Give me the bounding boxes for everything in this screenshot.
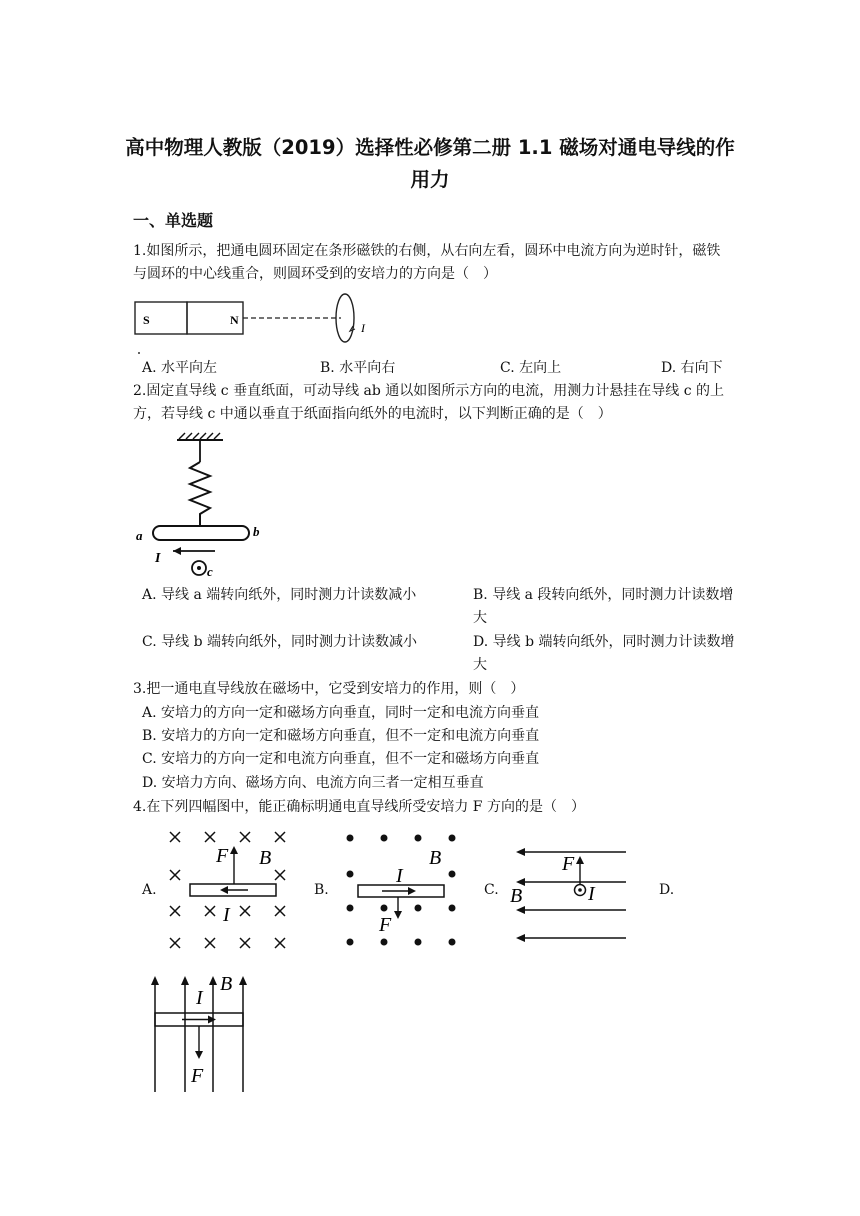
q4c-i-label: I [588, 883, 595, 905]
q2-option-b[interactable]: B. 导线 a 段转向纸外，同时测力计读数增大 [473, 587, 734, 626]
q4-figure-d [140, 970, 260, 1095]
q4c-b-label: B [510, 885, 523, 907]
q4d-b-label: B [220, 973, 233, 995]
q2-option-d[interactable]: D. 导线 b 端转向纸外，同时测力计读数增大 [473, 634, 735, 673]
wire-c-label: c [207, 564, 213, 579]
magnet-n-label: N [230, 313, 239, 327]
q3-option-d[interactable]: D. 安培力方向、磁场方向、电流方向三者一定相互垂直 [142, 775, 484, 791]
q3-option-c[interactable]: C. 安培力的方向一定和电流方向垂直，但不一定和磁场方向垂直 [142, 751, 540, 767]
document-title: 高中物理人教版（2019）选择性必修第二册 1.1 磁场对通电导线的作用力 [125, 136, 735, 191]
q4-figure-a [162, 826, 292, 956]
q1-option-b[interactable]: B. 水平向右 [320, 360, 396, 376]
current-i-label: I [155, 551, 161, 566]
q4b-f-label: F [379, 914, 392, 936]
question-3-stem: 3.把一通电直导线放在磁场中，它受到安培力的作用，则（ ） [133, 681, 525, 697]
q2-option-c[interactable]: C. 导线 b 端转向纸外，同时测力计读数减小 [142, 634, 417, 650]
q4d-f-label: F [191, 1065, 204, 1087]
question-1-figure [133, 292, 373, 362]
question-1-stem: 1.如图所示，把通电圆环固定在条形磁铁的右侧，从右向左看，圆环中电流方向为逆时针，磁铁与圆环的中心线重合，则圆环受到的安培力的方向是（ ） [133, 243, 721, 282]
q4a-i-label: I [223, 904, 230, 926]
q4-option-d[interactable]: D. [659, 882, 675, 898]
q1-option-d[interactable]: D. 右向下 [661, 360, 723, 376]
q4a-f-label: F [216, 845, 229, 867]
q4-figure-c [510, 838, 630, 948]
q4b-b-label: B [429, 847, 442, 869]
q3-option-b[interactable]: B. 安培力的方向一定和磁场方向垂直，但不一定和电流方向垂直 [142, 728, 540, 744]
q4b-i-label: I [396, 865, 403, 887]
q1-option-a[interactable]: A. 水平向左 [142, 360, 218, 376]
q4-option-a[interactable]: A. [142, 882, 157, 898]
q4a-b-label: B [259, 847, 272, 869]
wire-end-a-label: a [136, 528, 143, 543]
q4-option-c[interactable]: C. [484, 882, 499, 898]
q4c-f-label: F [562, 853, 575, 875]
question-4-stem: 4.在下列四幅图中，能正确标明通电直导线所受安培力 F 方向的是（ ） [133, 799, 585, 815]
magnet-s-label: S [143, 313, 150, 327]
q1-option-c[interactable]: C. 左向上 [500, 360, 562, 376]
ring-current-label: I [361, 321, 365, 335]
wire-end-b-label: b [253, 524, 260, 539]
question-2-stem: 2.固定直导线 c 垂直纸面，可动导线 ab 通以如图所示方向的电流，用测力计悬挂在导线 c 的上方，若导线 c 中通以垂直于纸面指向纸外的电流时，以下判断正确的是（ ） [133, 383, 725, 422]
section-heading: 一、单选题 [133, 211, 214, 230]
question-2-figure [133, 432, 273, 582]
q2-option-a[interactable]: A. 导线 a 端转向纸外，同时测力计读数减小 [142, 587, 417, 603]
q4d-i-label: I [196, 987, 203, 1009]
q4-figure-b [338, 826, 468, 956]
q4-option-b[interactable]: B. [314, 882, 329, 898]
q3-option-a[interactable]: A. 安培力的方向一定和磁场方向垂直，同时一定和电流方向垂直 [142, 705, 540, 721]
